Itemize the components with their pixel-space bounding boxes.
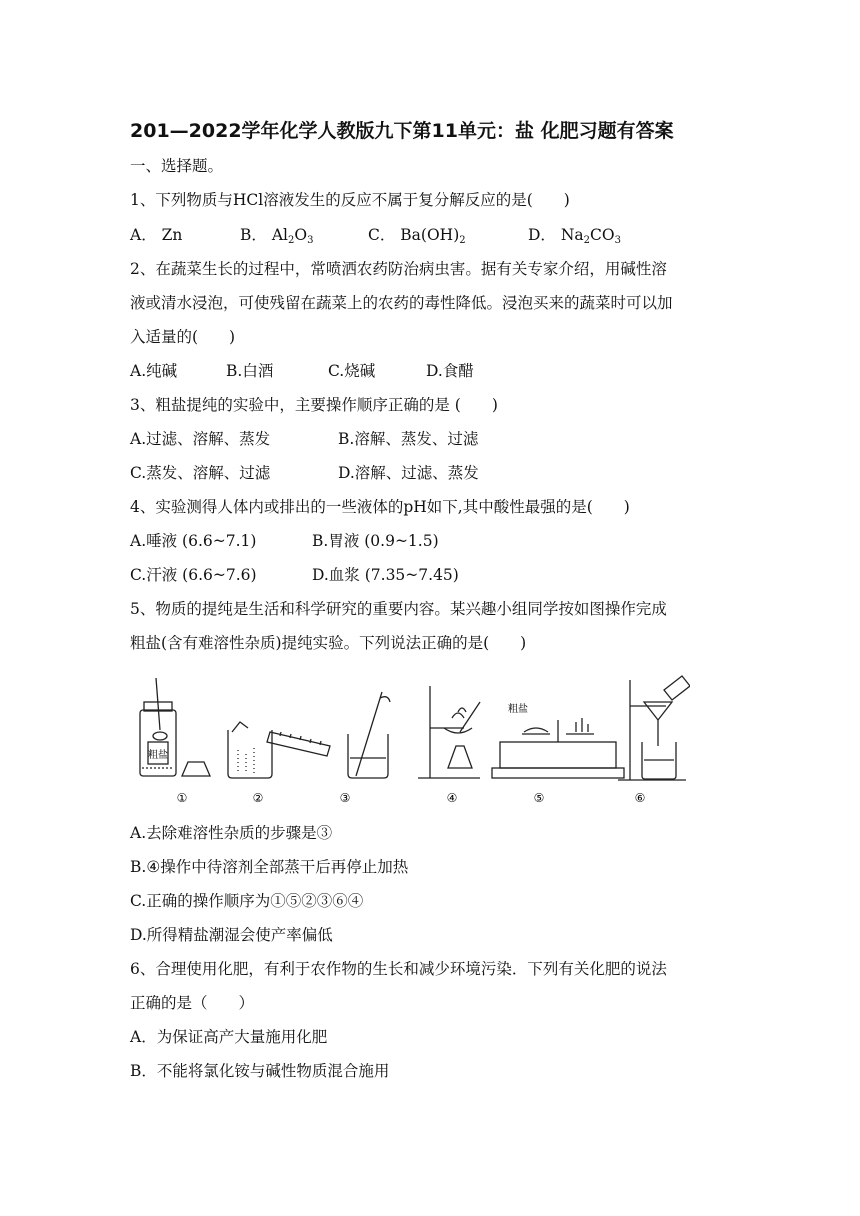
balance-scale-icon: [492, 718, 624, 778]
question-1-stem: 1、下列物质与HCl溶液发生的反应不属于复分解反应的是( ): [130, 191, 570, 209]
jar-label: 粗盐: [148, 750, 168, 761]
figure-label-5: ⑤: [533, 791, 545, 805]
question-1-option-b: B． $Al_2O_3$: [240, 226, 314, 246]
filtration-stand-icon: [618, 676, 690, 780]
question-2-option-c: C.烧碱: [328, 362, 376, 380]
crucible-lid-icon: [182, 762, 210, 776]
question-1-option-c: C． $Ba(OH)_2$: [368, 226, 466, 246]
evaporation-stand-icon: [418, 686, 480, 778]
balance-label: 粗盐: [508, 704, 528, 715]
figure-label-2: ②: [252, 791, 264, 805]
question-3-option-d: D.溶解、过滤、蒸发: [338, 464, 479, 482]
question-5-line-2: 粗盐(含有难溶性杂质)提纯实验。下列说法正确的是( ): [130, 634, 527, 652]
question-4-option-a: A.唾液 (6.6~7.1): [130, 532, 257, 550]
question-5-option-c: C.正确的操作顺序为①⑤②③⑥④: [130, 892, 364, 910]
reagent-jar-icon: [140, 678, 176, 776]
question-1-option-d: D． $Na_2CO_3$: [528, 226, 621, 246]
question-4-option-b: B.胃液 (0.9~1.5): [312, 532, 439, 550]
question-3-option-a: A.过滤、溶解、蒸发: [130, 430, 271, 448]
stirring-beaker-icon: [348, 692, 390, 778]
question-2-option-d: D.食醋: [426, 362, 474, 380]
question-4-stem: 4、实验测得人体内或排出的一些液体的pH如下,其中酸性最强的是( ): [130, 498, 630, 516]
graduated-cylinder-icon: [267, 732, 330, 756]
question-3-option-c: C.蒸发、溶解、过滤: [130, 464, 271, 482]
figure-label-6: ⑥: [634, 791, 646, 805]
question-2-option-b: B.白酒: [226, 362, 274, 380]
figure-label-3: ③: [339, 791, 351, 805]
question-2-line-1: 2、在蔬菜生长的过程中，常喷洒农药防治病虫害。据有关专家介绍，用碱性溶: [130, 260, 667, 278]
experiment-apparatus-illustration: [130, 672, 690, 807]
question-5-line-1: 5、物质的提纯是生活和科学研究的重要内容。某兴趣小组同学按如图操作完成: [130, 600, 667, 618]
question-5-option-d: D.所得精盐潮湿会使产率偏低: [130, 926, 333, 944]
question-2-line-3: 入适量的( ): [130, 328, 236, 346]
experiment-figure: [130, 672, 690, 807]
question-6-option-a: A．为保证高产大量施用化肥: [130, 1028, 328, 1046]
dissolving-beaker-icon: [228, 722, 272, 778]
question-4-option-c: C.汗液 (6.6~7.6): [130, 566, 257, 584]
question-5-option-b: B.④操作中待溶剂全部蒸干后再停止加热: [130, 858, 409, 876]
question-3-stem: 3、粗盐提纯的实验中，主要操作顺序正确的是 ( ): [130, 396, 498, 414]
question-4-option-d: D.血浆 (7.35~7.45): [312, 566, 459, 584]
figure-label-4: ④: [446, 791, 458, 805]
question-2-line-2: 液或清水浸泡，可使残留在蔬菜上的农药的毒性降低。浸泡买来的蔬菜时可以加: [130, 294, 673, 312]
question-2-option-a: A.纯碱: [130, 362, 178, 380]
question-6-line-2: 正确的是（ ）: [130, 994, 255, 1012]
question-1-option-a: A． Zn: [130, 226, 183, 244]
question-3-option-b: B.溶解、蒸发、过滤: [338, 430, 479, 448]
question-5-option-a: A.去除难溶性杂质的步骤是③: [130, 824, 333, 842]
figure-label-1: ①: [176, 791, 188, 805]
section-heading: 一、选择题。: [130, 157, 224, 175]
question-6-line-1: 6、合理使用化肥，有利于农作物的生长和减少环境污染．下列有关化肥的说法: [130, 960, 667, 978]
question-6-option-b: B．不能将氯化铵与碱性物质混合施用: [130, 1062, 390, 1080]
document-title: 201—2022学年化学人教版九下第11单元：盐 化肥习题有答案: [130, 120, 674, 142]
